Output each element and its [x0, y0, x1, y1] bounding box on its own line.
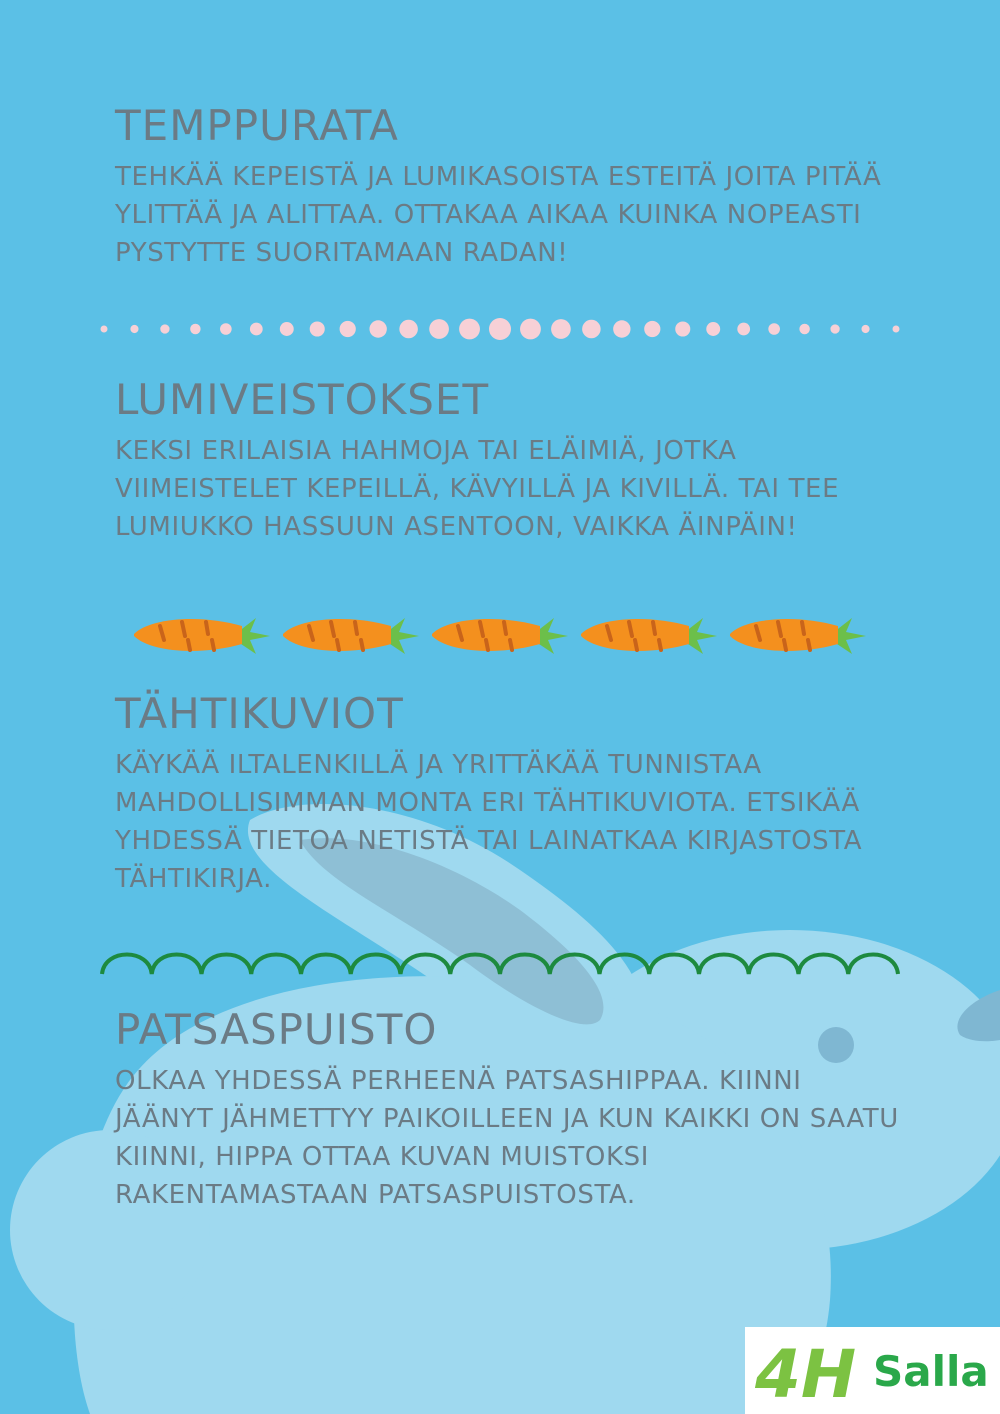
divider-dot [520, 319, 541, 340]
section-body: KÄYKÄÄ ILTALENKILLÄ JA YRITTÄKÄÄ TUNNISTAA MAHDOLLISIMMAN MONTA ERI TÄHTIKUVIOTA. ETSIKÄÄ YHDESSÄ TIETOA NETISTÄ TAI LAINATKAA KIRJASTOSTA TÄHTIKIRJA. [115, 750, 863, 894]
divider-dot [644, 321, 660, 337]
divider-dot [160, 324, 169, 333]
divider-dot [310, 321, 325, 336]
section-temppurata [115, 102, 905, 272]
section-body: KEKSI ERILAISIA HAHMOJA TAI ELÄIMIÄ, JOTKA VIIMEISTELET KEPEILLÄ, KÄVYILLÄ JA KIVILLÄ. TAI TEE LUMIUKKO HASSUUN ASENTOON, VAIKKA ÄINPÄIN! [115, 436, 840, 542]
carrots-divider [0, 604, 1000, 660]
divider-dot [706, 322, 720, 336]
carrot-icon [432, 618, 568, 654]
divider-dot [675, 321, 690, 336]
section-lumiveistokset [115, 376, 905, 546]
divider-dot [101, 326, 108, 333]
section-patsaspuisto [115, 1006, 905, 1214]
divider-dot [613, 320, 630, 337]
dots-divider [0, 312, 1000, 346]
divider-dot [861, 325, 869, 333]
carrot-icon [134, 618, 270, 654]
scallop-line [102, 955, 898, 975]
divider-dot [369, 320, 386, 337]
divider-dot [130, 325, 138, 333]
divider-dot [893, 326, 900, 333]
section-body: OLKAA YHDESSÄ PERHEENÄ PATSASHIPPAA. KIINNI JÄÄNYT JÄHMETTYY PAIKOILLEEN JA KUN KAIKKI ON SAATU KIINNI, HIPPA OTTAA KUVAN MUISTOKSI RAKENTAMASTAAN PATSASPUISTOSTA. [115, 1066, 899, 1210]
section-title: LUMIVEISTOKSET [115, 375, 490, 424]
divider-dot [768, 323, 780, 335]
divider-dot [551, 319, 571, 339]
section-title: PATSASPUISTO [115, 1005, 438, 1054]
logo-mark-text: 4H [755, 1336, 857, 1413]
logo-text: Salla [873, 1347, 989, 1396]
divider-dot [429, 319, 449, 339]
divider-dot [489, 318, 511, 340]
carrot-icon [581, 618, 717, 654]
carrot-icon [730, 618, 866, 654]
scallop-divider [0, 942, 1000, 982]
divider-dot [280, 322, 294, 336]
divider-dot [830, 324, 839, 333]
divider-dot [459, 319, 480, 340]
section-title: TÄHTIKUVIOT [115, 689, 404, 738]
divider-dot [799, 324, 809, 334]
divider-dot [340, 321, 356, 337]
section-title: TEMPPURATA [115, 101, 399, 150]
section-tahtikuviot [115, 690, 905, 898]
divider-dot [737, 323, 750, 336]
divider-dot [582, 320, 601, 339]
divider-dot [220, 323, 232, 335]
divider-dot [250, 323, 263, 336]
section-body: TEHKÄÄ KEPEISTÄ JA LUMIKASOISTA ESTEITÄ JOITA PITÄÄ YLITTÄÄ JA ALITTAA. OTTAKAA AIKAA KUINKA NOPEASTI PYSTYTTE SUORITAMAAN RADAN! [115, 162, 882, 268]
divider-dot [190, 324, 200, 334]
carrot-icon [283, 618, 419, 654]
logo-4h-mark [745, 1327, 873, 1414]
divider-dot [399, 320, 418, 339]
